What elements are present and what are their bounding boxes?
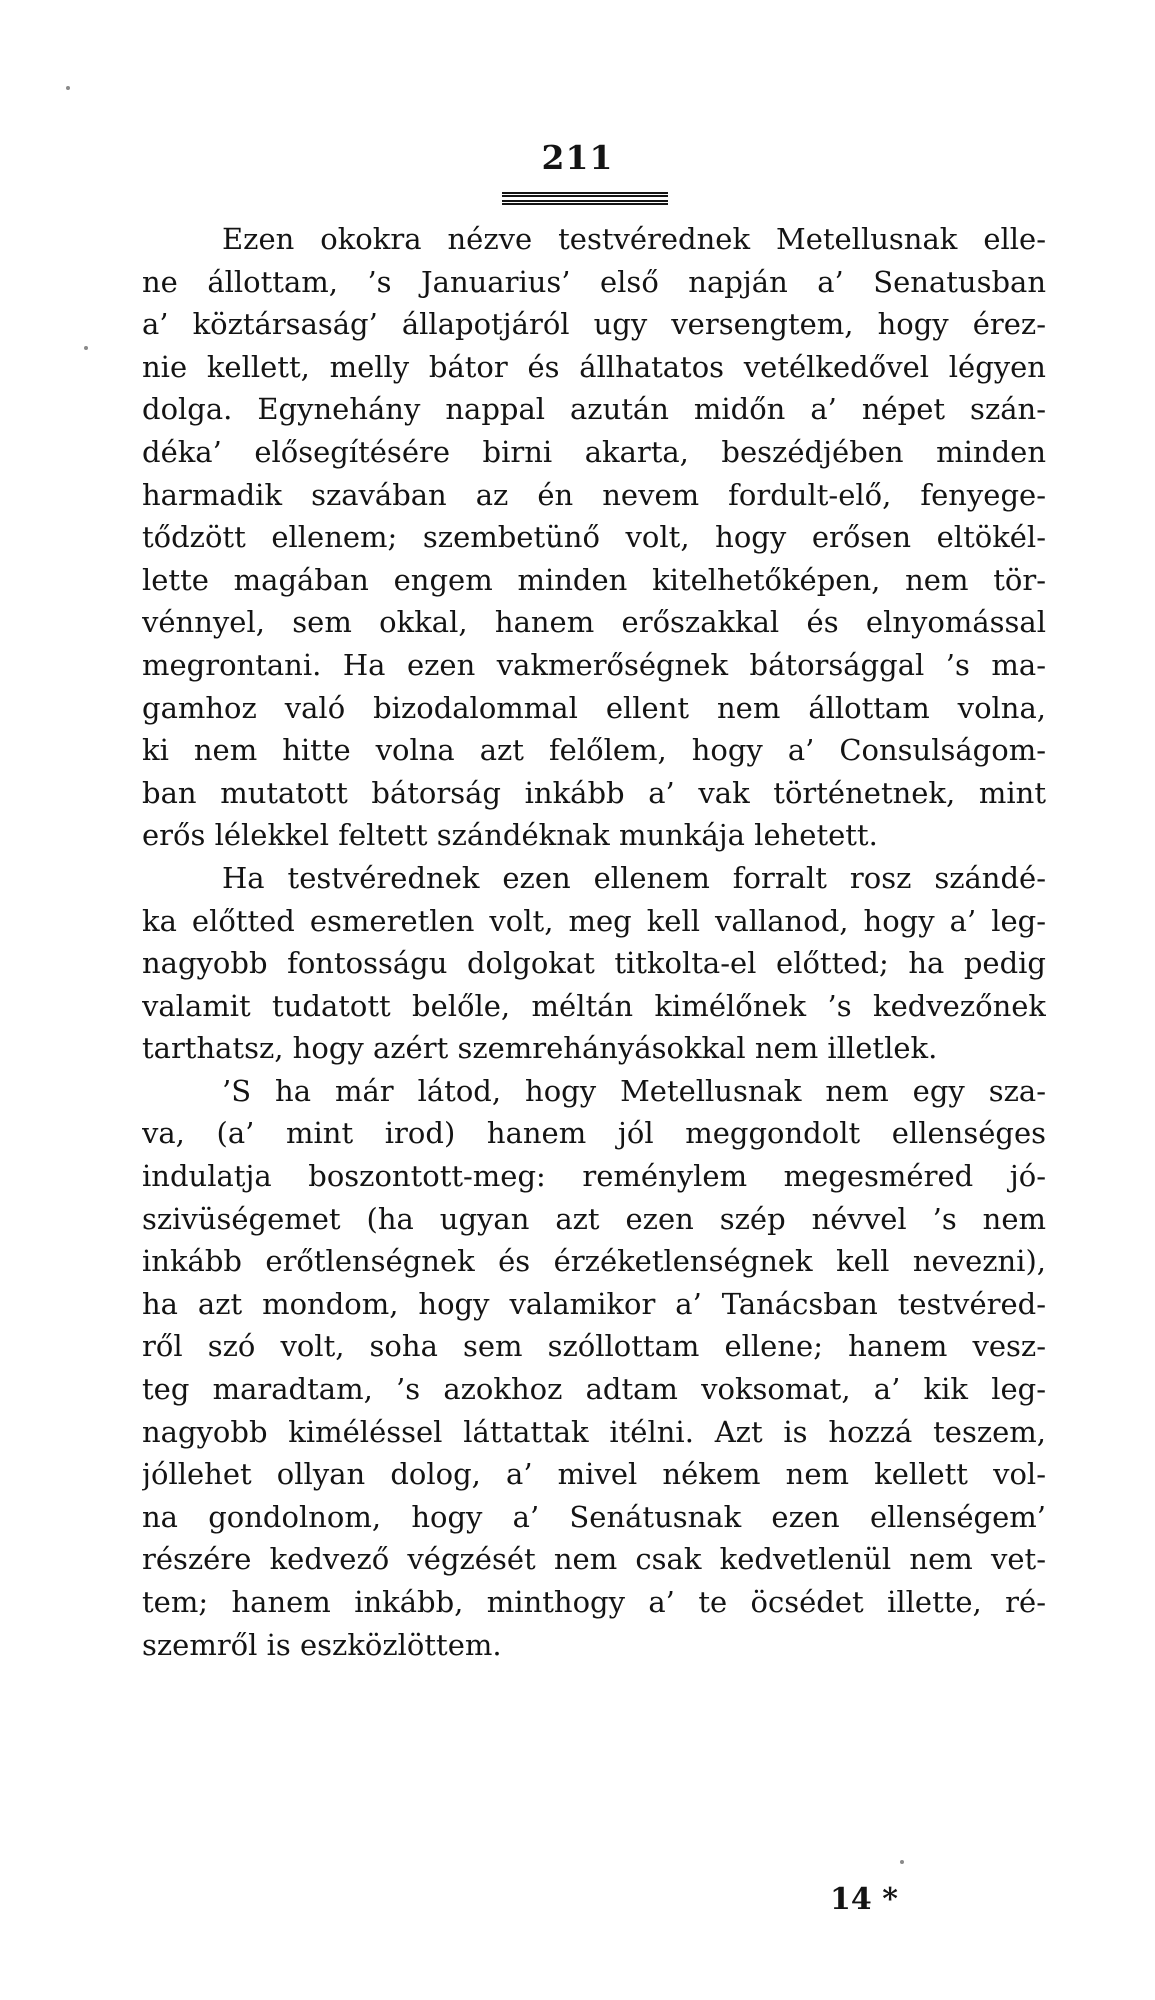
text-line: ne állottam, ’s Januarius’ első napján a’ Senatusban <box>142 264 1046 299</box>
text-line: részére kedvező végzését nem csak kedvetlenül nem vet- <box>142 1542 1046 1577</box>
text-line: ha azt mondom, hogy valamikor a’ Tanácsban testvéred- <box>142 1286 1046 1321</box>
text-line: valamit tudatott belőle, méltán kimélőnek ’s kedvezőnek <box>142 988 1046 1023</box>
paper-speck <box>900 1860 904 1864</box>
text-line: teg maradtam, ’s azokhoz adtam voksomat, a’ kik leg- <box>142 1372 1046 1407</box>
text-line: ka előtted esmeretlen volt, meg kell vallanod, hogy a’ leg- <box>142 903 1046 938</box>
paper-speck <box>66 86 70 90</box>
text-line: va, (a’ mint irod) hanem jól meggondolt ellenséges <box>142 1116 1046 1151</box>
text-line: dolga. Egynehány nappal azután midőn a’ népet szán- <box>142 392 1046 427</box>
text-line: indulatja boszontott-meg: reménylem megesméred jó- <box>142 1159 1046 1194</box>
text-line: tem; hanem inkább, minthogy a’ te öcsédet illette, ré- <box>142 1585 1046 1619</box>
text-line: ki nem hitte volna azt felőlem, hogy a’ Consulságom- <box>142 733 1046 768</box>
text-line: gamhoz való bizodalommal ellent nem állottam volna, <box>142 690 1046 725</box>
text-line: erős lélekkel feltett szándéknak munkája lehetett. <box>142 818 878 853</box>
text-line: vénnyel, sem okkal, hanem erőszakkal és elnyomással <box>142 605 1046 640</box>
text-line: déka’ elősegítésére birni akarta, beszédjében minden <box>142 434 1046 469</box>
text-line: szemről is eszközlöttem. <box>142 1627 502 1662</box>
paper-speck <box>84 346 88 350</box>
text-line: lette magában engem minden kitelhetőképen, nem tör- <box>142 562 1046 597</box>
text-line: inkább erőtlenségnek és érzéketlenségnek kell nevezni), <box>142 1244 1046 1279</box>
text-line: szivüségemet (ha ugyan azt ezen szép névvel ’s nem <box>142 1201 1046 1236</box>
text-line: tődzött ellenem; szembetünő volt, hogy erősen eltökél- <box>142 520 1046 555</box>
text-line: ről szó volt, soha sem szóllottam ellene; hanem vesz- <box>142 1329 1046 1364</box>
text-line: ban mutatott bátorság inkább a’ vak történetnek, mint <box>142 775 1046 810</box>
signature-mark: 14 * <box>830 1882 898 1917</box>
header-rule <box>502 192 668 205</box>
text-line: Ha testvérednek ezen ellenem forralt rosz szándé- <box>222 860 1046 895</box>
body-text <box>142 218 1046 1666</box>
text-line: nie kellett, melly bátor és állhatatos vetélkedővel légyen <box>142 349 1046 384</box>
text-line: a’ köztársaság’ állapotjáról ugy versengtem, hogy érez- <box>142 307 1046 342</box>
text-line: tarthatsz, hogy azért szemrehányásokkal nem illetlek. <box>142 1031 938 1066</box>
text-line: Ezen okokra nézve testvérednek Metellusnak elle- <box>222 222 1046 256</box>
page-number: 211 <box>541 138 614 177</box>
text-line: jóllehet ollyan dolog, a’ mivel nékem nem kellett vol- <box>142 1457 1046 1492</box>
text-line: megrontani. Ha ezen vakmerőségnek bátorsággal ’s ma- <box>142 647 1046 682</box>
text-line: harmadik szavában az én nevem fordult-elő, fenyege- <box>142 477 1046 512</box>
text-line: ’S ha már látod, hogy Metellusnak nem egy sza- <box>222 1073 1046 1108</box>
text-line: nagyobb fontosságu dolgokat titkolta-el előtted; ha pedig <box>142 946 1046 981</box>
text-line: na gondolnom, hogy a’ Senátusnak ezen ellenségem’ <box>142 1499 1046 1534</box>
text-line: nagyobb kiméléssel láttattak itélni. Azt is hozzá teszem, <box>142 1414 1046 1449</box>
